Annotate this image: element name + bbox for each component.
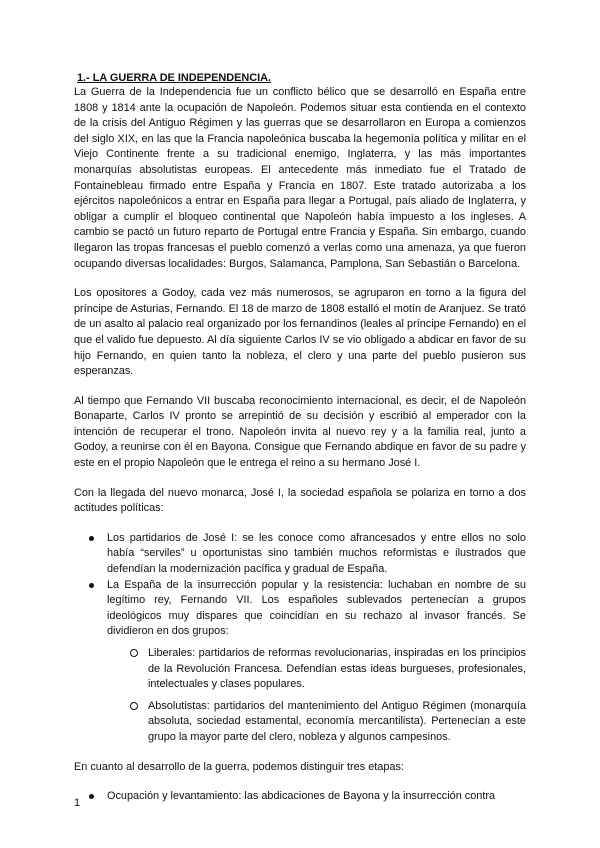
paragraph-bayona: Al tiempo que Fernando VII buscaba reconocimiento internacional, es decir, el de Napoleón Bonaparte, Carlos IV pronto se arrepintió de su decisión y escribió al emperador con la intención de recuperar el trono. Napoleón invita al nuevo rey y a la familia real, junto a Godoy, a reunirse con él en Bayona. Consigue que Fernando abdique en favor de su padre y este en el propio Napoleón que le entrega el reino a su hermano José I. [74, 394, 526, 470]
section-title: 1.- LA GUERRA DE INDEPENDENCIA. [77, 72, 272, 84]
hollow-bullet-icon [130, 649, 138, 657]
bullet-list [74, 531, 526, 746]
document-body [74, 71, 526, 805]
sub-list-item [74, 699, 526, 746]
bullet-insurreccion: La España de la insurrección popular y la resistencia: luchaban en nombre de su legítimo rey, Fernando VII. Los españoles sublevados pertenecían a grupos ideológicos muy dispares que coincidían en su rechazo al invasor francés. Se dividieron en dos grupos: [107, 578, 526, 638]
list-item [74, 789, 526, 805]
paragraph-stages: En cuanto al desarrollo de la guerra, podemos distinguir tres etapas: [74, 760, 404, 773]
bullet-afrancesados: Los partidarios de José I: se les conoce como afrancesados y entre ellos no solo había “serviles” u oportunistas sino también muchos reformistas e ilustrados que defendían la modernización pacífica y gradual de España. [107, 531, 526, 576]
paragraph-intro: La Guerra de la Independencia fue un conflicto bélico que se desarrolló en España entre 1808 y 1814 ante la ocupación de Napoleón. Podemos situar esta contienda en el contexto de la crisis del Antiguo Régimen y las guerras que se desarrollaron en Europa a comienzos del siglo XIX, en las que la Francia napoleónica buscaba la hegemonía política y militar en el Viejo Continente frente a su tradicional enemigo, Inglaterra, y las más importantes monarquías absolutistas europeas. El antecedente más inmediato fue el Tratado de Fontainebleau firmado entre España y Francia en 1807. Este tratado autorizaba a los ejércitos napoleónicos a entrar en España para llegar a Portugal, país aliado de Inglaterra, y obligar a cumplir el bloqueo continental que Napoleón había impuesto a los ingleses. A cambio se pactó un futuro reparto de Portugal entre Francia y España. Sin embargo, cuando llegaron las tropas francesas el pueblo comenzó a verlas como una amenaza, ya que fueron ocupando diversas localidades: Burgos, Salamanca, Pamplona, San Sebastián o Barcelona. [74, 86, 526, 270]
list-item [74, 531, 526, 578]
bullet-icon [89, 794, 94, 799]
page-number: 1 [74, 797, 81, 809]
hollow-bullet-icon [130, 702, 138, 710]
paragraph-polarization: Con la llegada del nuevo monarca, José I, la sociedad española se polariza en torno a dos actitudes políticas: [74, 486, 526, 515]
bullet-icon [89, 583, 94, 588]
bullet-icon [89, 536, 94, 541]
subbullet-absolutistas: Absolutistas: partidarios del mantenimiento del Antiguo Régimen (monarquía absoluta, sociedad estamental, economía mercantilista). Pertenecían a este grupo la mayor parte del clero, nobleza y algunos campesinos. [148, 699, 526, 743]
sub-list-item [74, 646, 526, 693]
list-item [74, 578, 526, 640]
paragraph-godoy: Los opositores a Godoy, cada vez más numerosos, se agruparon en torno a la figura del príncipe de Asturias, Fernando. El 18 de marzo de 1808 estalló el motín de Aranjuez. Se trató de un asalto al palacio real organizado por los fernandinos (leales al príncipe Fernando) en el que el valido fue depuesto. Al día siguiente Carlos IV se vio obligado a abdicar en favor de su hijo Fernando, en quien tanto la nobleza, el clero y una parte del pueblo pusieron sus esperanzas. [74, 287, 526, 378]
bullet-ocupacion: Ocupación y levantamiento: las abdicaciones de Bayona y la insurrección contra [107, 790, 496, 803]
subbullet-liberales: Liberales: partidarios de reformas revolucionarias, inspiradas en los principios de la Revolución Francesa. Defendían estas ideas burgueses, profesionales, intelectuales y clases populares. [148, 647, 526, 691]
